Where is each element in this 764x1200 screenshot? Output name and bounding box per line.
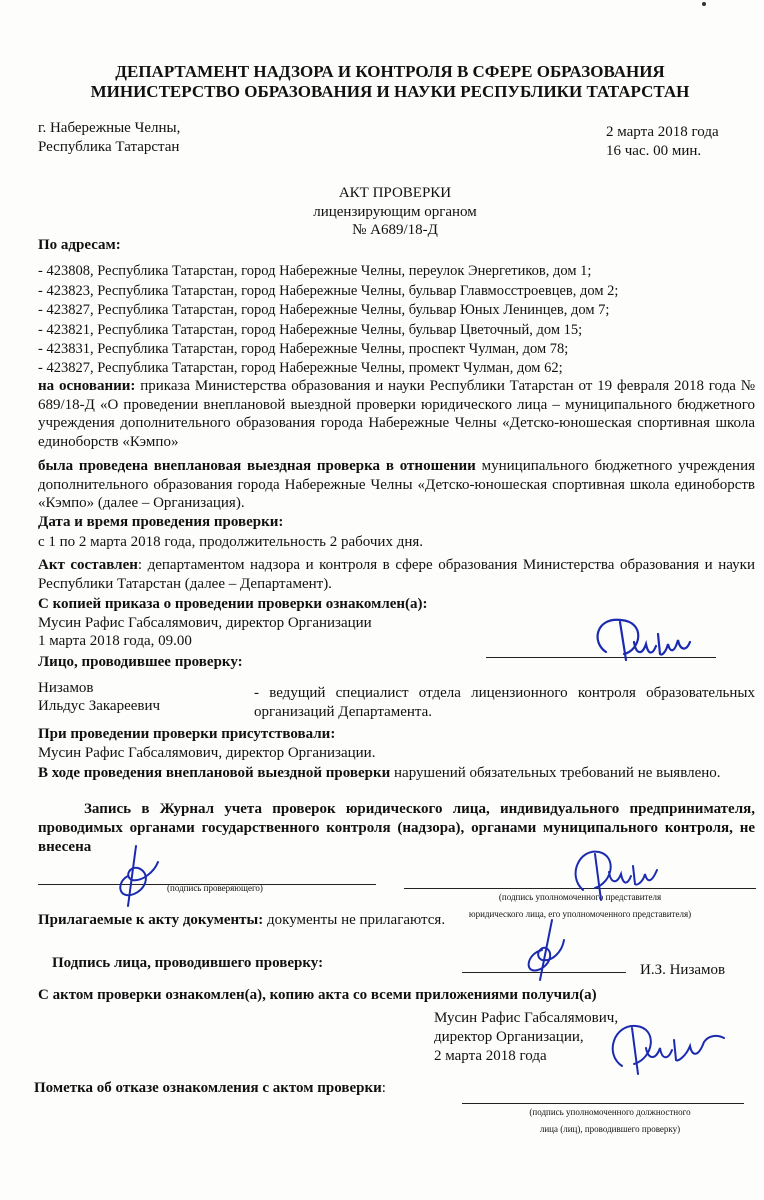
basis-paragraph xyxy=(38,377,755,451)
inspection-text: муниципального бюджетного учреждения дополнительного образования города Набережные Челны «Детско-юношеская спортивная школа единоборств «Кэмпо» (далее – Организация). xyxy=(38,458,755,511)
journal-note: Запись в Журнал учета проверок юридического лица, индивидуального предпринимателя, проводимых органами государственного контроля (надзора), органами муниципального контроля, не внесена xyxy=(38,801,755,855)
inspector-signature-name: И.З. Низамов xyxy=(640,962,726,978)
acquainted-date: 2 марта 2018 года xyxy=(434,1048,547,1064)
inspector-name: Ильдус Закареевич xyxy=(38,698,161,714)
attachments-label: Прилагаемые к акту документы: xyxy=(38,912,264,928)
handwritten-signature-inspector xyxy=(512,918,572,989)
attachments-text: документы не прилагаются. xyxy=(263,912,446,928)
handwritten-signature-director-2 xyxy=(565,838,675,913)
address-item: - 423821, Республика Татарстан, город Набережные Челны, бульвар Цветочный, дом 15; xyxy=(38,322,583,338)
scan-speck xyxy=(702,2,706,6)
act-number: № А689/18-Д xyxy=(352,222,438,238)
address-item: - 423827, Республика Татарстан, город Набережные Челны, бульвар Юных Ленинцев, дом 7; xyxy=(38,302,610,318)
act-time: 16 час. 00 мин. xyxy=(606,143,702,159)
refusal-label xyxy=(34,1080,386,1097)
acquainted-position: директор Организации, xyxy=(434,1029,584,1045)
compiled-label: Акт составлен xyxy=(38,557,138,573)
address-item: - 423827, Республика Татарстан, город Набережные Челны, промект Чулман, дом 62; xyxy=(38,360,563,376)
refusal-colon: : xyxy=(381,1080,386,1096)
address-item: - 423808, Республика Татарстан, город Набережные Челны, переулок Энергетиков, дом 1; xyxy=(38,263,592,279)
dates-label: Дата и время проведения проверки: xyxy=(38,514,284,530)
result-paragraph xyxy=(38,764,755,783)
inspection-label: была проведена внеплановая выездная проверка в отношении xyxy=(38,458,476,474)
compiled-paragraph xyxy=(38,556,755,593)
header-line-2: МИНИСТЕРСТВО ОБРАЗОВАНИЯ И НАУКИ РЕСПУБЛИКИ ТАТАРСТАН xyxy=(90,82,690,101)
acquainted-label: С актом проверки ознакомлен(а), копию акта со всеми приложениями получил(а) xyxy=(38,987,597,1003)
refusal-signature-line xyxy=(462,1103,744,1104)
refusal-label-text: Пометка об отказе ознакомления с актом проверки xyxy=(34,1080,382,1096)
inspector-surname: Низамов xyxy=(38,680,94,696)
handwritten-signature-director-1 xyxy=(586,612,696,677)
act-subtitle: лицензирующим органом xyxy=(313,204,477,220)
inspection-paragraph xyxy=(38,457,755,513)
inspector-label: Лицо, проводившее проверку: xyxy=(38,654,243,670)
place-city: г. Набережные Челны, xyxy=(38,120,181,136)
address-item: - 423831, Республика Татарстан, город Набережные Челны, проспект Чулман, дом 78; xyxy=(38,341,569,357)
header-line-1: ДЕПАРТАМЕНТ НАДЗОРА И КОНТРОЛЯ В СФЕРЕ ОБРАЗОВАНИЯ xyxy=(115,62,665,81)
act-date: 2 марта 2018 года xyxy=(606,124,719,140)
representative-caption-1: (подпись уполномоченного представителя xyxy=(498,892,662,902)
act-title: АКТ ПРОВЕРКИ xyxy=(338,185,452,201)
handwritten-signature-checker xyxy=(106,842,176,917)
result-label: В ходе проведения внеплановой выездной проверки xyxy=(38,765,391,781)
checker-caption: (подпись проверяющего) xyxy=(167,883,263,893)
compiled-text: : департаментом надзора и контроля в сфере образования Министерства образования и науки Республики Татарстан (далее – Департамент). xyxy=(38,557,755,592)
order-copy-date: 1 марта 2018 года, 09.00 xyxy=(38,633,192,649)
basis-label: на основании: xyxy=(38,378,136,394)
inspector-position: - ведущий специалист отдела лицензионного контроля образовательных организаций Департамента. xyxy=(254,685,755,720)
inspector-signature-label: Подпись лица, проводившего проверку: xyxy=(52,955,324,971)
refusal-caption-2: лица (лиц), проводившего проверку) xyxy=(539,1124,681,1134)
order-copy-name: Мусин Рафис Габсалямович, директор Организации xyxy=(38,615,372,631)
place-region: Республика Татарстан xyxy=(38,139,180,155)
address-item: - 423823, Республика Татарстан, город Набережные Челны, бульвар Главмосстроевцев, дом 2; xyxy=(38,283,619,299)
dates-text: с 1 по 2 марта 2018 года, продолжительность 2 рабочих дня. xyxy=(38,534,423,550)
representative-caption-2: юридического лица, его уполномоченного представителя) xyxy=(468,909,692,919)
refusal-caption-1: (подпись уполномоченного должностного xyxy=(529,1107,691,1117)
basis-text: приказа Министерства образования и науки Республики Татарстан от 19 февраля 2018 года № 689/18-Д «О проведении внеплановой выездной проверки юридического лица – муниципального бюджетного учреждения дополнительного образования города Набережные Челны «Детско-юношеская спортивная школа единоборств «Кэмпо» xyxy=(38,378,756,450)
order-copy-label: С копией приказа о проведении проверки ознакомлен(а): xyxy=(38,596,428,612)
present-text: Мусин Рафис Габсалямович, директор Организации. xyxy=(38,745,376,761)
handwritten-signature-director-3 xyxy=(600,1010,730,1085)
result-text: нарушений обязательных требований не выявлено. xyxy=(390,765,721,781)
addresses-label: По адресам: xyxy=(38,237,121,253)
acquainted-name: Мусин Рафис Габсалямович, xyxy=(434,1010,619,1026)
attachments-paragraph xyxy=(38,912,445,929)
present-label: При проведении проверки присутствовали: xyxy=(38,726,336,742)
